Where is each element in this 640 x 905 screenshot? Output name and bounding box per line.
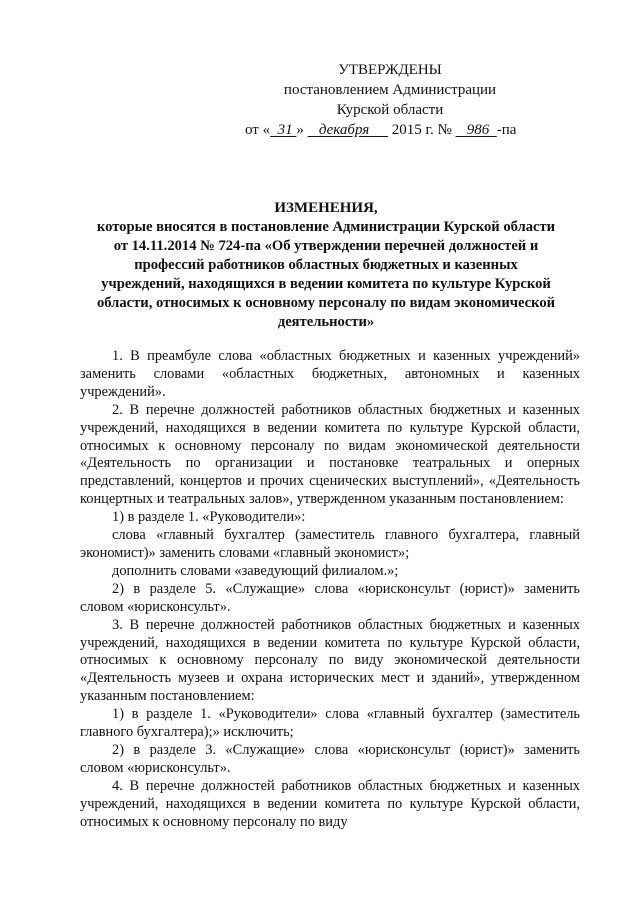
subitem-2-1: 1) в разделе 1. «Руководители»: — [112, 509, 306, 526]
approval-date-line — [240, 120, 540, 140]
paragraph-item-2: 2. В перечне должностей работников областных бюджетных и казенных учреждений, находящихся в ведении комитета по культуре Курской области, относимых к основному персоналу по видам экономической деятельности «Деятельность по организации и постановке театральных и оперных представлений, концертов и прочих сценических выступлений», «Деятельность концертных и театральных залов», утвержденном указанным постановлением: — [80, 401, 580, 508]
approval-title: УТВЕРЖДЕНЫ — [338, 62, 442, 78]
paragraph-item-4: 4. В перечне должностей работников областных бюджетных и казенных учреждений, находящихся в ведении комитета по культуре Курской области, относимых к основному персоналу по виду — [80, 777, 580, 830]
number-suffix: -па — [496, 122, 517, 138]
paragraph-item-1: 1. В преамбуле слова «областных бюджетных и казенных учреждений» заменить словами «областных бюджетных, автономных и казенных учреждений». — [80, 348, 580, 400]
approval-block — [240, 60, 540, 140]
date-day: 31 — [277, 122, 293, 138]
changes-heading — [70, 199, 582, 332]
subitem-3-2: 2) в разделе 3. «Служащие» слова «юрисконсульт (юрист)» заменить словом «юрисконсульт». — [80, 741, 580, 776]
heading-title: ИЗМЕНЕНИЯ, — [274, 200, 378, 216]
heading-subtitle-line: от 14.11.2014 № 724-па «Об утверждении перечней должностей и — [113, 238, 539, 254]
paragraph-item-3: 3. В перечне должностей работников областных бюджетных и казенных учреждений, находящихся в ведении комитета по культуре Курской области, относимых к основному персоналу по виду экономической деятельности «Деятельность музеев и охрана исторических мест и зданий», утвержденном указанным постановлением: — [80, 616, 580, 705]
date-year: 2015 г. № — [391, 122, 452, 138]
date-month: декабря — [318, 122, 370, 138]
approval-issuer: постановлением Администрации — [283, 82, 497, 98]
document-body — [80, 348, 580, 831]
date-close-quote: » — [296, 122, 304, 138]
subitem-3-1: 1) в разделе 1. «Руководители» слова «главный бухгалтер (заместитель главного бухгалтера);» исключить; — [80, 706, 580, 741]
approval-region: Курской области — [336, 102, 444, 118]
heading-subtitle-line: деятельности» — [277, 314, 375, 330]
heading-subtitle-line: области, относимых к основному персоналу по видам экономической — [96, 295, 556, 311]
heading-subtitle-line: которые вносятся в постановление Администрации Курской области — [96, 219, 556, 235]
document-number: 986 — [466, 122, 490, 138]
date-prefix: от « — [245, 122, 271, 138]
subitem-2-1-replace: слова «главный бухгалтер (заместитель главного бухгалтера, главный экономист)» заменить словами «главный экономист»; — [80, 527, 580, 561]
subitem-2-1-add: дополнить словами «заведующий филиалом.»; — [112, 562, 399, 579]
heading-subtitle-line: профессий работников областных бюджетных и казенных — [134, 257, 518, 273]
subitem-2-2: 2) в разделе 5. «Служащие» слова «юрисконсульт (юрист)» заменить словом «юрисконсульт». — [80, 580, 580, 615]
heading-subtitle-line: учреждений, находящихся в ведении комитета по культуре Курской — [101, 276, 551, 292]
